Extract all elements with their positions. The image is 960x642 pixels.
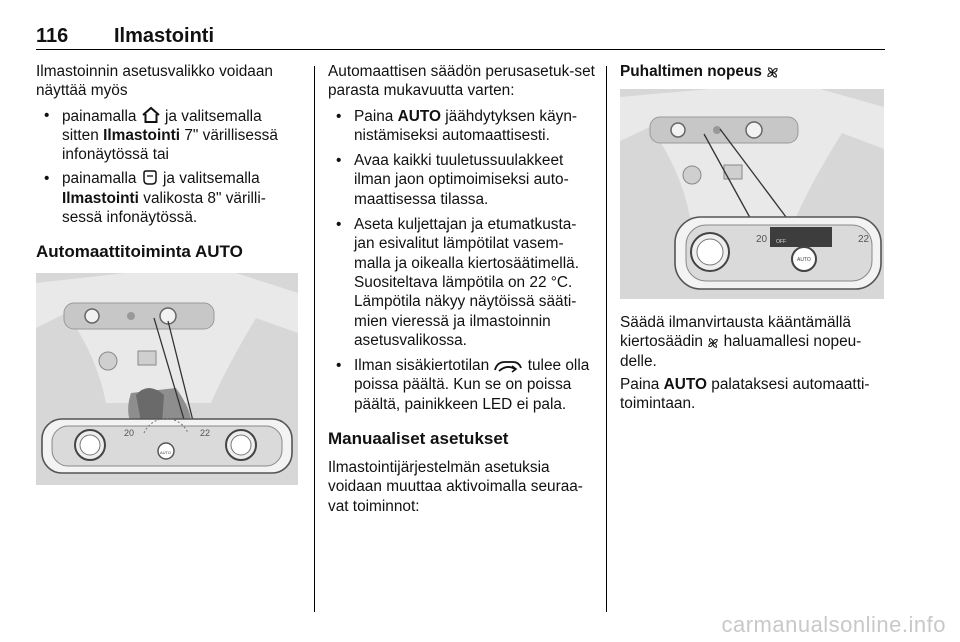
panel-temp-right: 22 [200,428,211,439]
col2-heading: Manuaaliset asetukset [328,429,509,449]
col2-bullet-2: • Avaa kaikki tuuletussuulakkeet ilman jaon optimoimiseksi auto-maattisessa tilassa. [328,151,596,209]
page-header [36,25,884,51]
col3-paragraph-2: Paina AUTO palataksesi automaatti-toimintaan. [620,375,870,413]
fan-icon [766,66,779,79]
panel-temp-right: 22 [858,234,870,245]
col3-heading: Puhaltimen nopeus [620,62,886,81]
col2-bullet-4: • Ilman sisäkiertotilan tulee olla poissa päältä. Kun se on poissa päältä, painikkeen LED ei pala. [328,356,596,414]
col2-intro: Automaattisen säädön perusasetuk-set parasta mukavuutta varten: [328,63,595,100]
page-title: Ilmastointi [114,25,215,47]
climate-panel-illustration [36,273,298,485]
column-1 [36,62,302,485]
column-divider-2 [606,66,607,612]
column-3 [620,62,886,413]
col1-bullet-1: • painamalla ja valitsemalla sitten Ilmastointi 7" värillisessä infonäytössä tai [36,106,302,165]
col3-paragraph-1: Säädä ilmanvirtausta kääntämällä kiertosäädin haluamallesi nopeu-delle. [620,314,862,370]
column-divider-1 [314,66,315,612]
page-number: 116 [36,25,69,47]
watermark: carmanualsonline.info [721,612,946,637]
col2-bullet-1: • Paina AUTO jäähdytyksen käyn-nistämiseksi automaattisesti. [328,107,596,146]
panel-auto-label: AUTO [160,450,172,456]
column-2 [328,62,596,516]
panel-off-label: OFF [776,239,786,245]
col2-bullet-3: • Aseta kuljettajan ja etumatkusta-jan esivalitut lämpötilat vasem-malla ja oikealla kiertosäätimellä. Suositeltava lämpötila on 22 °C. Lämpötila näkyy näytöissä sääti-mien vieressä ja ilmastoinnin asetusvalikossa. [328,215,596,350]
recirculation-icon [493,359,523,373]
col1-intro: Ilmastoinnin asetusvalikko voidaan näyttää myös [36,63,273,100]
col1-heading: Automaattitoiminta AUTO [36,242,243,262]
home-icon [141,106,161,124]
panel-temp-left: 20 [124,428,135,439]
fan-icon [707,337,719,349]
fan-speed-illustration [620,89,884,299]
header-rule [36,49,885,50]
col2-paragraph: Ilmastointijärjestelmän asetuksia voidaan muuttaa aktivoimalla seuraa-vat toiminnot: [328,459,583,515]
col1-bullet-2: • painamalla ja valitsemalla Ilmastointi valikosta 8" värilli-sessä infonäytössä. [36,169,302,227]
panel-auto-label: AUTO [797,257,811,263]
panel-temp-left: 20 [756,234,768,245]
car-seat-icon [141,170,159,186]
